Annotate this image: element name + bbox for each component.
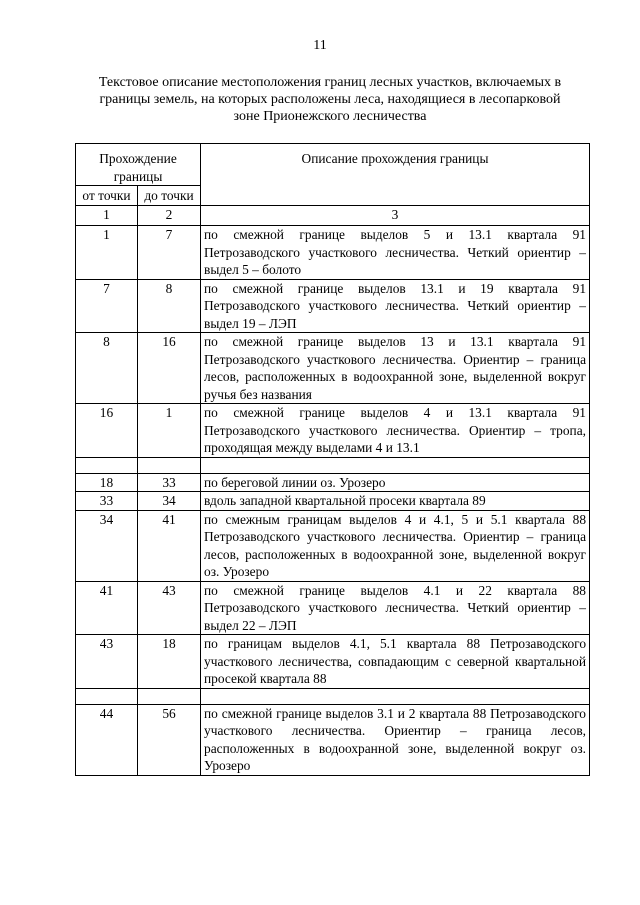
boundary-description (201, 457, 590, 473)
from-point: 41 (76, 581, 138, 635)
table-row (76, 510, 590, 581)
table-row (76, 279, 590, 333)
table-row (76, 581, 590, 635)
from-point: 8 (76, 333, 138, 404)
boundary-description: вдоль западной квартальной просеки квартала 89 (201, 492, 590, 511)
boundary-description (201, 688, 590, 704)
to-point: 41 (138, 510, 201, 581)
title-line: зоне Прионежского лесничества (233, 109, 427, 124)
title-line: Текстовое описание местоположения границ лесных участков, включаемых в (98, 75, 562, 90)
boundary-description: по смежной границе выделов 3.1 и 2 квартала 88 Петрозаводского участкового лесничества. Ориентир – граница лесов, расположенных в водоохранной зоне, выделенной вокруг оз. Урозеро (201, 704, 590, 775)
to-point: 7 (138, 226, 201, 280)
boundary-description: по смежной границе выделов 4.1 и 22 квартала 88 Петрозаводского участкового лесничества. Четкий ориентир – выдел 22 – ЛЭП (201, 581, 590, 635)
header-from-point: от точки (76, 186, 138, 206)
header-to-point: до точки (138, 186, 201, 206)
to-point: 18 (138, 635, 201, 689)
to-point: 33 (138, 473, 201, 492)
document-title (70, 74, 590, 125)
to-point: 16 (138, 333, 201, 404)
from-point (76, 457, 138, 473)
table-row (76, 635, 590, 689)
boundary-description: по смежной границе выделов 13.1 и 19 квартала 91 Петрозаводского участкового лесничества. Четкий ориентир – выдел 19 – ЛЭП (201, 279, 590, 333)
table-row-empty (76, 457, 590, 473)
to-point: 43 (138, 581, 201, 635)
header-description: Описание прохождения границы (201, 144, 590, 206)
from-point: 33 (76, 492, 138, 511)
to-point (138, 688, 201, 704)
boundary-table (75, 143, 590, 776)
column-index: 3 (201, 206, 590, 226)
table-row (76, 404, 590, 458)
to-point: 56 (138, 704, 201, 775)
boundary-description: по смежным границам выделов 4 и 4.1, 5 и 5.1 квартала 88 Петрозаводского участкового лесничества. Ориентир – граница лесов, расположенных в водоохранной зоне, выделенной вокруг оз. Урозеро (201, 510, 590, 581)
from-point: 7 (76, 279, 138, 333)
column-index: 2 (138, 206, 201, 226)
title-line: границы земель, на которых расположены леса, находящиеся в лесопарковой (99, 92, 561, 107)
table-row (76, 333, 590, 404)
table-row (76, 704, 590, 775)
from-point: 34 (76, 510, 138, 581)
page-number: 11 (313, 38, 327, 53)
table-row (76, 492, 590, 511)
to-point: 1 (138, 404, 201, 458)
to-point: 34 (138, 492, 201, 511)
from-point: 1 (76, 226, 138, 280)
from-point: 43 (76, 635, 138, 689)
boundary-description: по границам выделов 4.1, 5.1 квартала 88 Петрозаводского участкового лесничества, совпадающим с северной квартальной просекой квартала 88 (201, 635, 590, 689)
to-point (138, 457, 201, 473)
header-passage: Прохождение границы (76, 144, 201, 186)
table-row (76, 473, 590, 492)
boundary-description: по смежной границе выделов 5 и 13.1 квартала 91 Петрозаводского участкового лесничества. Четкий ориентир – выдел 5 – болото (201, 226, 590, 280)
to-point: 8 (138, 279, 201, 333)
boundary-description: по смежной границе выделов 13 и 13.1 квартала 91 Петрозаводского участкового лесничества. Ориентир – граница лесов, расположенных в водоохранной зоне, выделенной вокруг ручья без названия (201, 333, 590, 404)
from-point: 44 (76, 704, 138, 775)
from-point: 16 (76, 404, 138, 458)
table-row (76, 226, 590, 280)
column-index: 1 (76, 206, 138, 226)
from-point: 18 (76, 473, 138, 492)
boundary-description: по смежной границе выделов 4 и 13.1 квартала 91 Петрозаводского участкового лесничества. Ориентир – тропа, проходящая между выделами 4 и 13.1 (201, 404, 590, 458)
table-row-empty (76, 688, 590, 704)
from-point (76, 688, 138, 704)
boundary-description: по береговой линии оз. Урозеро (201, 473, 590, 492)
